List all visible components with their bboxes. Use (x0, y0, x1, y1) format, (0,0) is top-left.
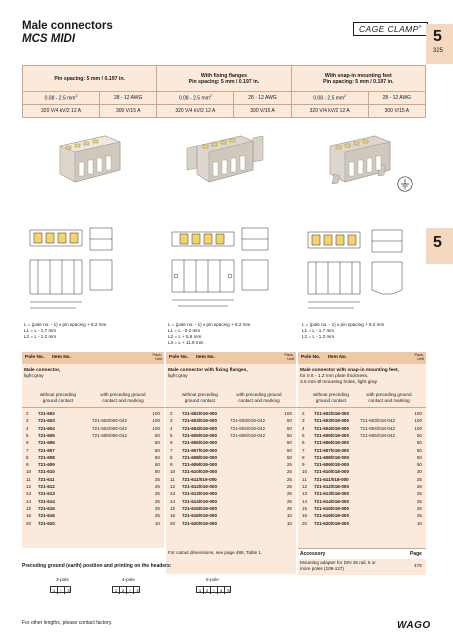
page-title: Male connectors (22, 20, 113, 32)
subhead-with-p1: with preceding ground contact and marking (100, 392, 146, 403)
table-row (22, 483, 164, 490)
table-row (22, 439, 164, 446)
pack-unit: 25 (154, 491, 160, 497)
pack-unit: 50 (154, 454, 160, 460)
table-row (22, 432, 164, 439)
brand-box (353, 22, 428, 36)
section-tab-side (426, 228, 453, 264)
item-number: 721-612/018-000 (314, 484, 349, 489)
item-number: 721-607/019-000 (182, 447, 217, 453)
pole-number: 8 (170, 454, 173, 460)
product-photo-fixing-flanges (183, 128, 267, 190)
item-number-ground: 721-605/018-042 (360, 432, 395, 438)
table-row (166, 425, 296, 432)
pole-number: 14 (170, 498, 176, 504)
pole-number: 4 (302, 425, 305, 431)
desc-p2: Male connector with fixing flanges, light gray (168, 368, 248, 379)
table-row (298, 425, 426, 432)
table-row (166, 432, 296, 439)
table-row (22, 520, 164, 527)
pack-unit: 25 (154, 484, 160, 489)
order-head-p1: Pole No. Item No. Pack. Unit (22, 352, 164, 364)
ground-symbol-icon (397, 176, 413, 192)
item-number: 721-602/019-000 (182, 411, 217, 416)
pack-unit: 25 (416, 513, 422, 519)
table-row (166, 468, 296, 475)
table-row (298, 468, 426, 475)
table-row (166, 505, 296, 512)
pole-number: 4 (170, 425, 173, 431)
table-row (166, 483, 296, 490)
pack-unit: 25 (286, 484, 292, 489)
pole-number: 6 (170, 440, 173, 446)
spec-range-mm: 0.08 - 2.5 $mm^2$ (157, 92, 234, 105)
item-number: 721-610/019-000 (182, 469, 217, 475)
accessory-head: Accessory (300, 551, 326, 557)
pole-number: 16 (26, 513, 32, 519)
brand-name: CAGE CLAMP (359, 24, 419, 34)
table-row (298, 439, 426, 446)
item-number-ground: 721-604/019-042 (230, 425, 265, 431)
pack-unit: 25 (416, 491, 422, 497)
order-rows-p2 (166, 410, 296, 530)
drawing-snap-in-feet (302, 222, 422, 314)
pack-unit: 50 (286, 418, 292, 424)
item-number: 721-616 (38, 513, 55, 519)
table-row (298, 490, 426, 497)
page-subtitle: MCS MIDI (22, 33, 76, 45)
pole-number: 15 (170, 505, 176, 511)
order-head-p3: Pole No. Item No. Pack. Unit (298, 352, 426, 364)
pack-unit: 25 (286, 476, 292, 482)
accessory-page: 479 (414, 563, 422, 568)
registered-mark: ® (418, 24, 423, 29)
spec-rating-ul: 300 V/15 A (234, 105, 291, 118)
spec-table (22, 65, 426, 118)
table-row (22, 454, 164, 461)
pack-unit: 100 (414, 418, 422, 424)
table-row (22, 498, 164, 505)
pack-unit: 50 (154, 469, 160, 475)
accessory-text: Mounting adapter for DIN 35 rail, 5 or more poles (209-137) (300, 560, 376, 571)
pack-unit: 100 (414, 425, 422, 431)
table-row (22, 468, 164, 475)
pole-number: 10 (170, 469, 176, 475)
desc-p1: Male connector, light gray (24, 368, 61, 379)
item-number: 721-606/018-000 (314, 440, 349, 446)
pole-number: 8 (26, 454, 29, 460)
table-row (22, 512, 164, 519)
pole-number: 13 (170, 491, 176, 497)
item-number: 721-610/018-000 (314, 469, 349, 475)
table-row (298, 454, 426, 461)
drawing-fixing-flanges (168, 222, 284, 314)
pole-number: 7 (26, 447, 29, 453)
pack-unit: 50 (416, 454, 422, 460)
pack-unit: 100 (152, 411, 160, 416)
table-row (166, 476, 296, 483)
spec-range-mm: 0.08 - 2.5 $mm^2$ (23, 92, 100, 105)
item-number: 721-614/019-000 (182, 498, 217, 504)
item-number: 721-605/019-000 (182, 432, 217, 438)
pack-unit: 50 (286, 425, 292, 431)
pack-unit: 10 (286, 513, 292, 519)
pole-number: 15 (302, 505, 308, 511)
spec-rating-ul: 300 V/15 A (368, 105, 425, 118)
pole-number: 10 (26, 469, 32, 475)
product-photo-snap-in-feet (320, 128, 402, 190)
pack-unit: 25 (286, 505, 292, 511)
wago-logo: WAGO (397, 620, 431, 631)
pack-unit: 25 (416, 476, 422, 482)
item-number-ground: 721-603/000-042 (92, 418, 127, 424)
table-row (22, 505, 164, 512)
item-number: 721-609/019-000 (182, 462, 217, 468)
table-row (298, 447, 426, 454)
item-number: 721-608 (38, 454, 55, 460)
spec-range-awg: 28 - 12 AWG (368, 92, 425, 105)
table-row (298, 520, 426, 527)
pack-unit: 25 (416, 484, 422, 489)
subhead-without-p1: without preceding ground contact (39, 392, 76, 403)
item-number: 721-615/018-000 (314, 505, 349, 511)
pole-number: 11 (26, 476, 31, 482)
pole-number: 6 (26, 440, 29, 446)
pack-unit: 25 (286, 491, 292, 497)
pole-diagram-5: 1 2 ⏚ 4 5 (196, 586, 231, 593)
pole-diagram-4: 1 2 ⏚ 4 (112, 586, 140, 593)
pack-unit: 30 (416, 469, 422, 475)
product-photo-male-connector (50, 128, 130, 188)
pack-unit: 50 (416, 440, 422, 446)
pole-number: 20 (170, 520, 176, 526)
spec-range-awg: 28 - 12 AWG (234, 92, 291, 105)
item-number-ground: 721-605/000-042 (92, 432, 127, 438)
item-number: 721-616/018-000 (314, 513, 349, 519)
pack-unit: 100 (152, 418, 160, 424)
pole-number: 20 (26, 520, 32, 526)
item-number: 721-607 (38, 447, 55, 453)
page-number: 325 (433, 48, 444, 54)
item-number: 721-605/018-000 (314, 432, 349, 438)
item-number-ground: 721-604/018-042 (360, 425, 395, 431)
item-number: 721-603/018-000 (314, 418, 349, 424)
pole-number: 2 (170, 411, 173, 416)
item-number-ground: 721-603/018-042 (360, 418, 395, 424)
item-number: 721-610 (38, 469, 55, 475)
pole-diagram-3: 1 ⏚ 3 (50, 586, 71, 593)
table-row (22, 461, 164, 468)
pack-unit: 25 (154, 498, 160, 504)
pole-number: 3 (170, 418, 173, 424)
spec-head-1: Pin spacing: 5 mm / 0.197 in. (23, 66, 157, 92)
pack-unit: 50 (416, 447, 422, 453)
pack-unit: 25 (286, 469, 292, 475)
table-row (298, 498, 426, 505)
item-number: 721-615/019-000 (182, 505, 217, 511)
item-number: 721-614 (38, 498, 55, 504)
table-row (298, 461, 426, 468)
spec-rating-iec: 320 V/4 kV/2 12 A (291, 105, 368, 118)
item-number: 721-613/018-000 (314, 491, 349, 497)
item-number: 721-612 (38, 484, 55, 489)
pole-number: 11 (302, 476, 307, 482)
spec-range-mm: 0.08 - 2.5 $mm^2$ (291, 92, 368, 105)
subhead-without-p2: without preceding ground contact (181, 392, 218, 403)
pole-number: 4 (26, 425, 29, 431)
contact-factory-note: For other lengths, please contact factory. (22, 620, 113, 626)
table-row (166, 439, 296, 446)
preceding-ground-heading: Preceding ground (earth) position and printing on the headers: (22, 563, 172, 569)
pack-unit: 50 (416, 462, 422, 468)
pole-number: 10 (302, 469, 308, 475)
item-number-ground: 721-604/000-042 (92, 425, 127, 431)
pack-unit: 100 (152, 425, 160, 431)
item-number: 721-614/018-000 (314, 498, 349, 504)
item-number: 721-612/019-000 (182, 484, 217, 489)
table-row (166, 454, 296, 461)
label-4-pole: 4-pole (122, 577, 135, 582)
pack-unit: 50 (154, 447, 160, 453)
drawing-male-connector (24, 222, 136, 314)
section-tab (426, 24, 453, 64)
item-number: 721-620/019-000 (182, 520, 217, 526)
pack-unit: 50 (154, 462, 160, 468)
pole-number: 5 (170, 432, 173, 438)
formula-p1: L = (pole no. - 1) x pin spacing + 8.2 mm L1 = L - 1.7 mm L2 = L - 1.2 mm (24, 322, 107, 339)
pack-unit: 10 (154, 520, 160, 526)
item-number: 721-608/018-000 (314, 454, 349, 460)
table-row (298, 476, 426, 483)
table-row (166, 447, 296, 454)
item-number-ground: 721-605/019-042 (230, 432, 265, 438)
table-row (298, 432, 426, 439)
item-number: 721-615 (38, 505, 55, 511)
label-5-pole: 5-pole (206, 577, 219, 582)
order-head-p2: Pole No. Item No. Pack. Unit (166, 352, 296, 364)
item-number: 721-611/019-000 (182, 476, 217, 482)
item-number: 721-606 (38, 440, 55, 446)
pole-number: 13 (302, 491, 308, 497)
subhead-with-p3: with preceding ground contact and marking (366, 392, 412, 403)
table-row (298, 483, 426, 490)
item-number: 721-604/018-000 (314, 425, 349, 431)
pack-unit: 50 (286, 440, 292, 446)
item-number: 721-613/019-000 (182, 491, 217, 497)
pack-unit: 10 (416, 520, 422, 526)
pack-unit: 50 (286, 447, 292, 453)
table-row (22, 425, 164, 432)
formula-p2: L = (pole no. - 1) x pin spacing + 8.2 mm L1 = L - 0.2 mm L2 = L + 5.8 mm L3 = L + 11.8 mm (168, 322, 251, 345)
pack-unit: 50 (286, 454, 292, 460)
item-number: 721-611 (38, 476, 55, 482)
pack-unit: 25 (154, 476, 160, 482)
table-row (166, 512, 296, 519)
item-number: 721-611/018-000 (314, 476, 349, 482)
table-row (166, 410, 296, 417)
pack-unit: 50 (154, 432, 160, 438)
table-row (22, 490, 164, 497)
item-number: 721-604/019-000 (182, 425, 217, 431)
order-divider (22, 407, 426, 408)
item-number: 721-609 (38, 462, 55, 468)
page-head: Page (410, 551, 422, 557)
pole-number: 12 (170, 484, 176, 489)
pack-unit: 100 (284, 411, 292, 416)
pole-number: 7 (170, 447, 173, 453)
pack-unit: 25 (286, 462, 292, 468)
table-row (22, 417, 164, 424)
item-number: 721-607/018-000 (314, 447, 349, 453)
pack-unit: 25 (416, 505, 422, 511)
item-number: 721-602 (38, 411, 55, 416)
pole-number: 15 (26, 505, 32, 511)
pole-number: 8 (302, 454, 305, 460)
pole-number: 16 (170, 513, 176, 519)
pole-number: 20 (302, 520, 308, 526)
spec-head-3: With snap-in mounting feet Pin spacing: 5 mm / 0.197 in. (291, 66, 425, 92)
pack-unit: 50 (286, 432, 292, 438)
pole-number: 7 (302, 447, 305, 453)
table-row (22, 410, 164, 417)
table-row (298, 505, 426, 512)
table-row (166, 498, 296, 505)
table-row (166, 490, 296, 497)
pole-number: 9 (170, 462, 173, 468)
pack-unit: 10 (286, 520, 292, 526)
item-number: 721-603 (38, 418, 55, 424)
section-number-side: 5 (433, 234, 442, 251)
table-row (22, 476, 164, 483)
table-row (166, 520, 296, 527)
pole-number: 12 (26, 484, 32, 489)
item-number: 721-609/018-000 (314, 462, 349, 468)
pack-unit: 100 (414, 411, 422, 416)
item-number: 721-613 (38, 491, 55, 497)
pack-unit: 50 (154, 440, 160, 446)
item-number-ground: 721-603/019-042 (230, 418, 265, 424)
item-number: 721-603/019-000 (182, 418, 217, 424)
section-number: 5 (433, 28, 442, 45)
spec-rating-ul: 300 V/15 A (100, 105, 157, 118)
pack-unit: 25 (154, 505, 160, 511)
pack-unit: 25 (154, 513, 160, 519)
pack-unit: 25 (286, 498, 292, 504)
order-rows-p3 (298, 410, 426, 530)
pole-number: 14 (26, 498, 32, 504)
table-row (22, 447, 164, 454)
label-3-pole: 3-pole (56, 577, 69, 582)
pole-number: 5 (26, 432, 29, 438)
pole-number: 9 (26, 462, 29, 468)
pole-number: 14 (302, 498, 308, 504)
spec-rating-iec: 320 V/4 kV/2 12 A (157, 105, 234, 118)
subhead-without-p3: without preceding ground contact (312, 392, 349, 403)
table-row (166, 461, 296, 468)
spec-rating-iec: 320 V/4 kV/2 12 A (23, 105, 100, 118)
pole-number: 3 (26, 418, 29, 424)
pole-number: 16 (302, 513, 308, 519)
pole-number: 5 (302, 432, 305, 438)
item-number: 721-604 (38, 425, 55, 431)
pole-number: 3 (302, 418, 305, 424)
spec-head-2: With fixing flanges Pin spacing: 5 mm / 0.197 in. (157, 66, 291, 92)
pole-number: 2 (26, 411, 29, 416)
pack-unit: 50 (416, 432, 422, 438)
item-number: 721-616/019-000 (182, 513, 217, 519)
item-number: 721-606/019-000 (182, 440, 217, 446)
pack-unit: 25 (416, 498, 422, 504)
table-row (298, 512, 426, 519)
formula-p3: L = (pole no. - 1) x pin spacing + 8.2 mm L1 = L - 1.7 mm L2 = L - 1.2 mm (302, 322, 385, 339)
table-row (298, 417, 426, 424)
item-number: 721-620/018-000 (314, 520, 349, 526)
item-number: 721-605 (38, 432, 55, 438)
table-row (166, 417, 296, 424)
item-number: 721-620 (38, 520, 55, 526)
table-row (298, 410, 426, 417)
pole-number: 9 (302, 462, 305, 468)
desc-p3: Male connector with snap-in mounting feet, for 0.6 - 1.2 mm plate thickness, 3.5 mm Ø mounting holes, light gray (300, 368, 399, 385)
pole-number: 12 (302, 484, 308, 489)
pole-number: 6 (302, 440, 305, 446)
cutout-note: For cutout dimensions, see page 488, Table 1. (168, 550, 263, 555)
item-number: 721-602/018-000 (314, 411, 349, 416)
pole-number: 13 (26, 491, 32, 497)
spec-range-awg: 28 - 12 AWG (100, 92, 157, 105)
order-rows-p1 (22, 410, 164, 530)
pole-number: 11 (170, 476, 175, 482)
item-number: 721-608/019-000 (182, 454, 217, 460)
pole-number: 2 (302, 411, 305, 416)
subhead-with-p2: with preceding ground contact and marking (236, 392, 282, 403)
